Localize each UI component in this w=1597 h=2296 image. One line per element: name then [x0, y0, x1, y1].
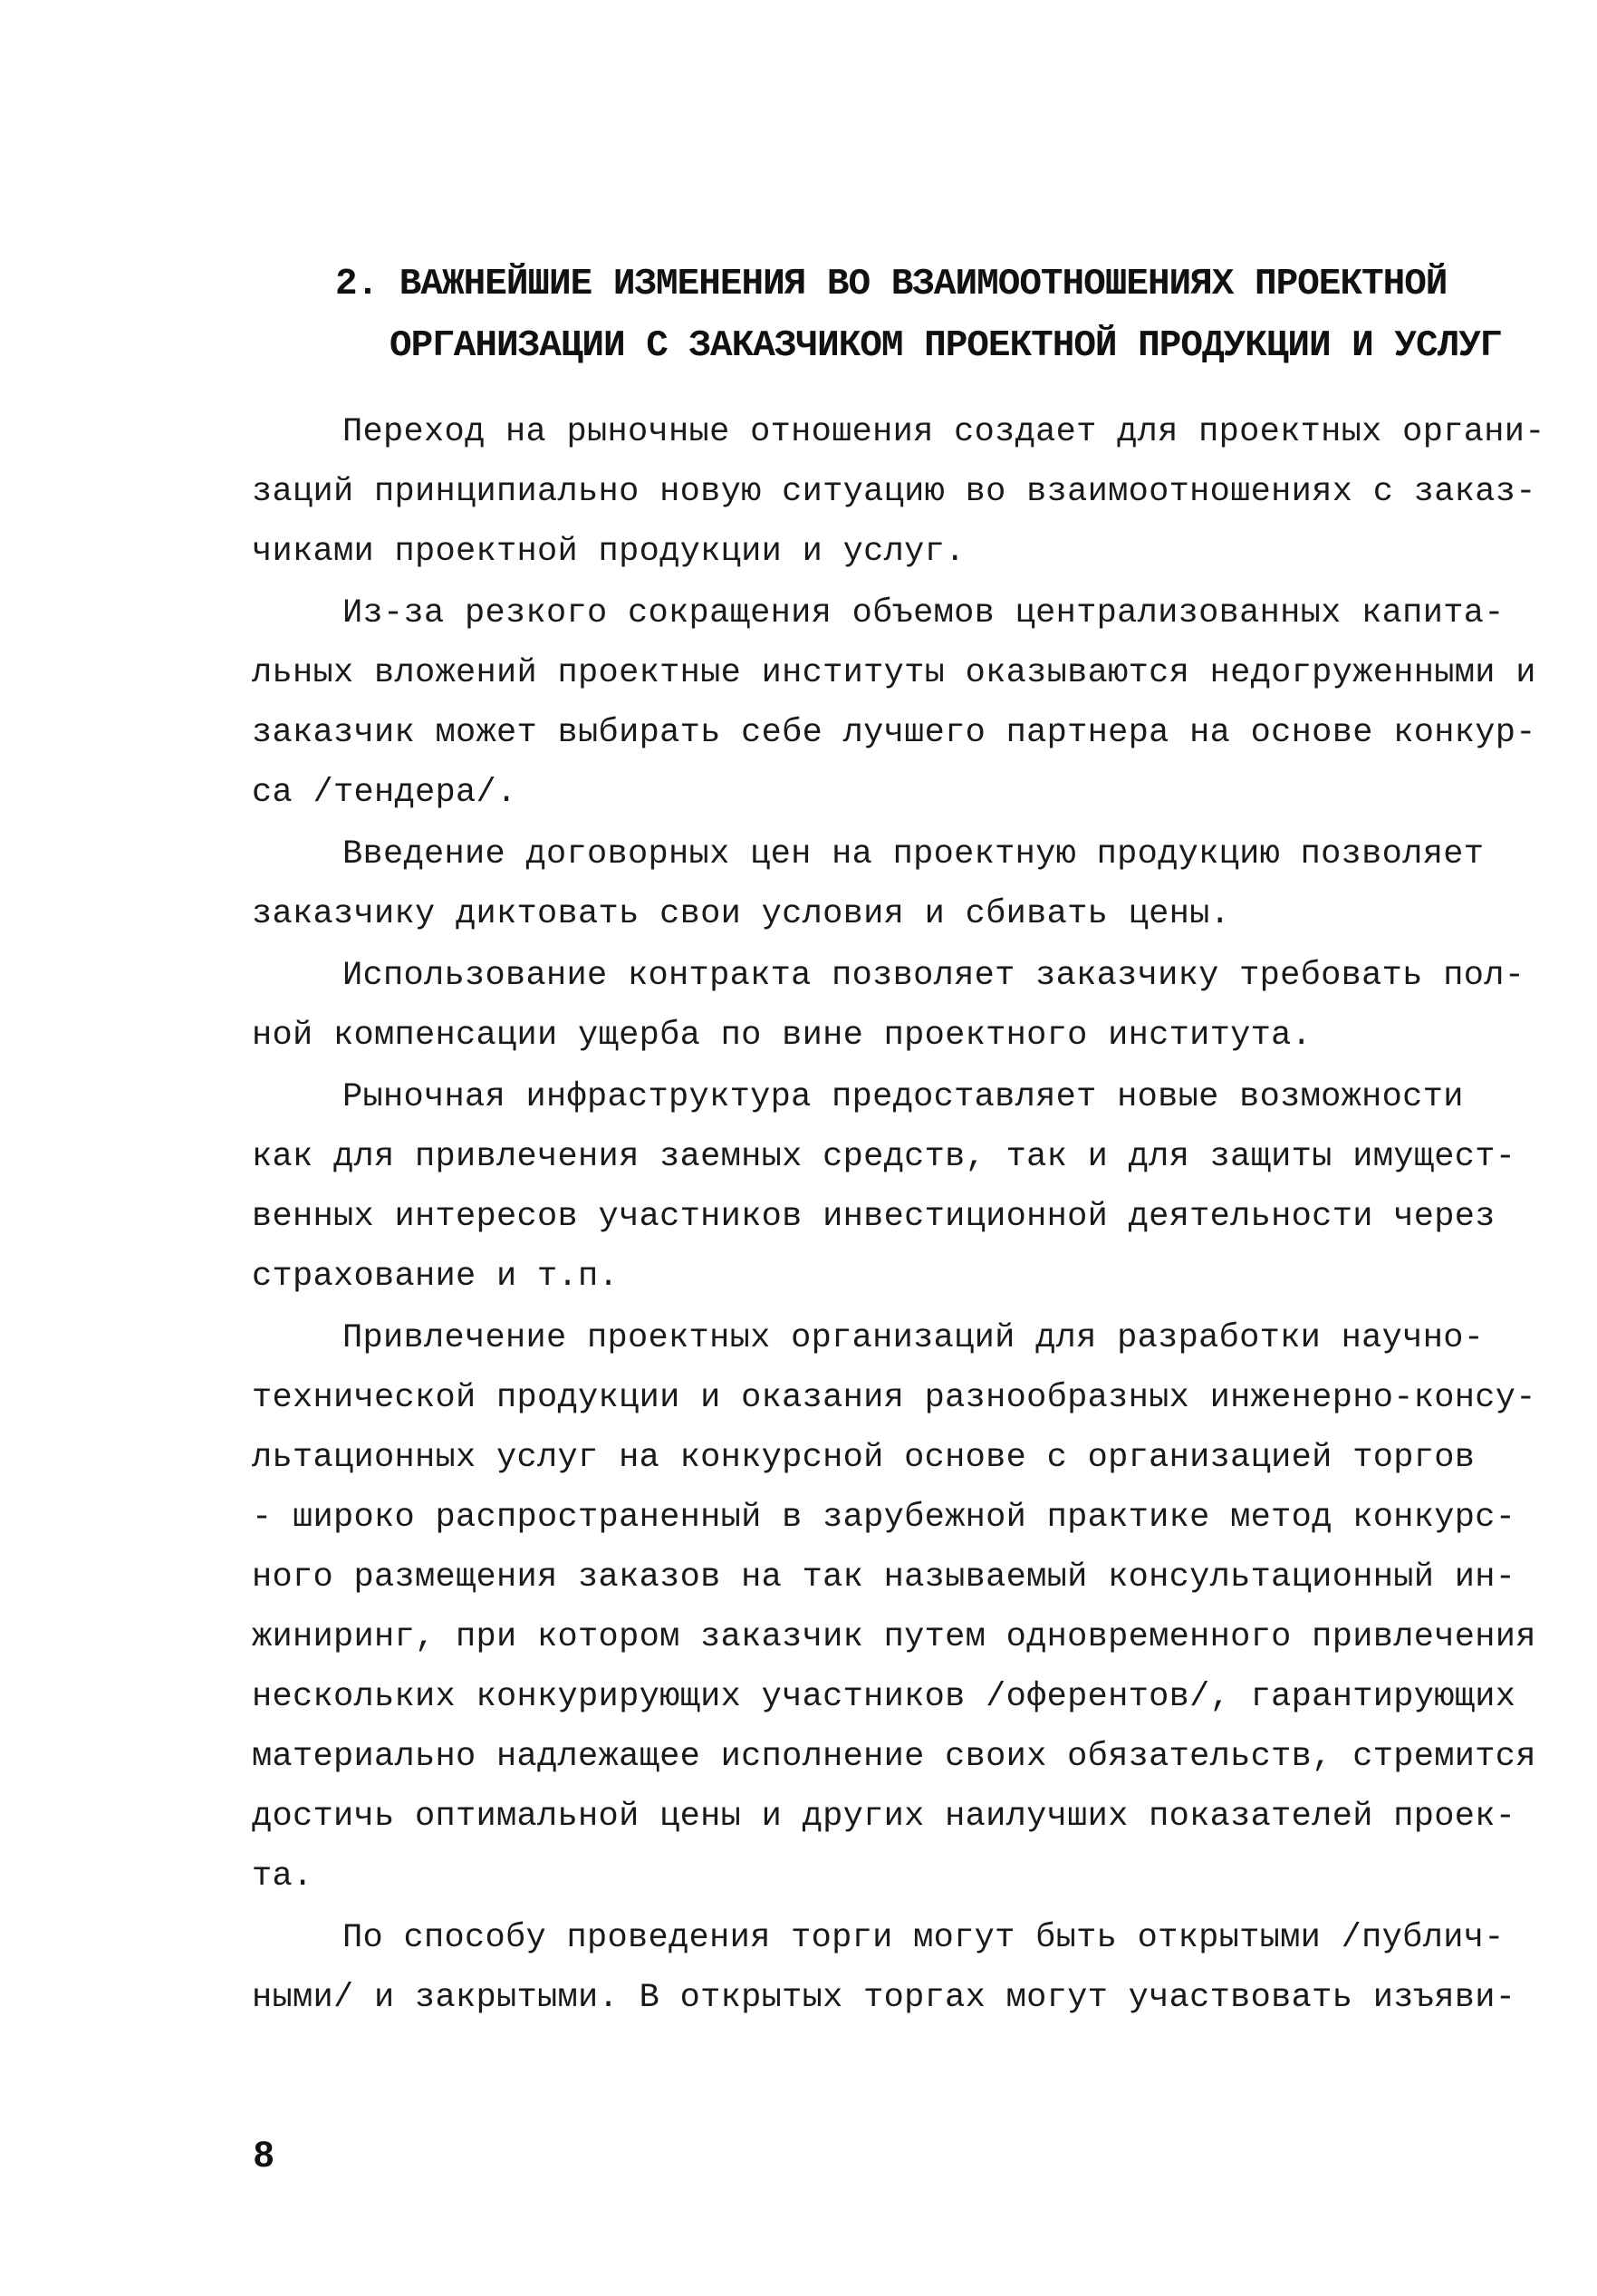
body-line: та.: [252, 1857, 313, 1896]
body-line: Рыночная инфраструктура предоставляет новые возможности: [342, 1078, 1464, 1116]
body-line: Использование контракта позволяет заказчику требовать пол-: [342, 957, 1525, 995]
body-line: заказчику диктовать свои условия и сбивать цены.: [252, 895, 1231, 933]
page-number: 8: [254, 2135, 274, 2175]
body-line: ного размещения заказов на так называемый консультационный ин-: [252, 1558, 1516, 1597]
body-line: чиками проектной продукции и услуг.: [252, 533, 966, 571]
section-heading: [335, 254, 1502, 377]
body-line: Привлечение проектных организаций для разработки научно-: [342, 1319, 1485, 1357]
body-line: нескольких конкурирующих участников /оферентов/, гарантирующих: [252, 1678, 1516, 1716]
body-line: жиниринг, при котором заказчик путем одновременного привлечения: [252, 1618, 1536, 1656]
body-line: заказчик может выбирать себе лучшего партнера на основе конкур-: [252, 714, 1536, 752]
section-heading-line-2: ОРГАНИЗАЦИИ С ЗАКАЗЧИКОМ ПРОЕКТНОЙ ПРОДУКЦИИ И УСЛУГ: [390, 325, 1502, 367]
body-line: са /тендера/.: [252, 774, 517, 812]
body-line: Введение договорных цен на проектную продукцию позволяет: [342, 835, 1485, 873]
body-line: льтационных услуг на конкурсной основе с организацией торгов: [252, 1439, 1476, 1477]
body-line: - широко распространенный в зарубежной практике метод конкурс-: [252, 1499, 1516, 1537]
body-line: ными/ и закрытыми. В открытых торгах могут участвовать изъяви-: [252, 1979, 1516, 2017]
body-line: По способу проведения торги могут быть открытыми /публич-: [342, 1919, 1505, 1957]
body-line: Из-за резкого сокращения объемов централизованных капита-: [342, 594, 1505, 632]
body-line: как для привлечения заемных средств, так и для защиты имущест-: [252, 1138, 1516, 1176]
section-heading-line-1: 2. ВАЖНЕЙШИЕ ИЗМЕНЕНИЯ ВО ВЗАИМООТНОШЕНИЯХ ПРОЕКТНОЙ: [335, 264, 1448, 305]
body-line: технической продукции и оказания разнообразных инженерно-консу-: [252, 1379, 1536, 1417]
body-line: заций принципиально новую ситуацию во взаимоотношениях с заказ-: [252, 473, 1536, 511]
body-line: достичь оптимальной цены и других наилучших показателей проек-: [252, 1798, 1516, 1836]
body-line: ной компенсации ущерба по вине проектного института.: [252, 1017, 1313, 1055]
body-line: Переход на рыночные отношения создает для проектных органи-: [342, 413, 1545, 451]
body-line: венных интересов участников инвестиционной деятельности через: [252, 1198, 1496, 1236]
body-line: материально надлежащее исполнение своих обязательств, стремится: [252, 1738, 1536, 1776]
body-line: льных вложений проектные институты оказываются недогруженными и: [252, 654, 1536, 692]
body-line: страхование и т.п.: [252, 1258, 620, 1296]
